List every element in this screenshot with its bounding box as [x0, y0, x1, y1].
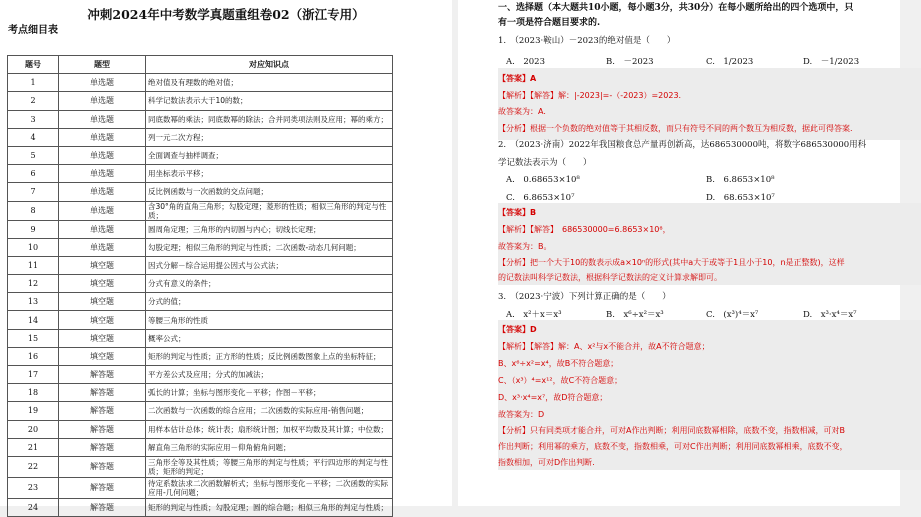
row-number: 10: [8, 238, 59, 256]
row-number: 14: [8, 311, 59, 329]
header-topic: 对应知识点: [146, 56, 393, 74]
q2-note-line1: 【分析】把一个大于10的数表示成a×10ⁿ的形式(其中a大于或等于1且小于10，n是正整数)，这样: [498, 258, 845, 267]
row-type: 填空题: [59, 256, 146, 274]
q3-answer: 【答案】D: [498, 325, 537, 334]
section-heading-line1: 一、选择题（本大题共10小题，每小题3分，共30分）在每小题所给出的四个选项中，只: [498, 3, 854, 13]
row-topic: 分式的值；: [146, 293, 393, 311]
table-body: [8, 74, 393, 517]
q3-note-line1: 【分析】只有同类项才能合并，可对A作出判断；利用同底数幂相除，底数不变，指数相减，可对B: [498, 426, 845, 435]
table-row: [8, 110, 393, 128]
row-topic: 二次函数与一次函数的综合应用；二次函数的实际应用-销售问题；: [146, 402, 393, 420]
q3-note-line2: 作出判断；利用幂的乘方，底数不变，指数相乘，可对C作出判断；利用同底数幂相乘，底数不变，: [498, 442, 848, 451]
q1-analysis: 【解析】【解答】解：|-2023|=-（-2023）=2023.: [498, 91, 682, 100]
row-topic: 矩形的判定与性质；正方形的性质；反比例函数图象上点的坐标特征；: [146, 347, 393, 365]
row-topic: 用样本估计总体；统计表；扇形统计图；加权平均数及其计算；中位数；: [146, 420, 393, 438]
row-number: 17: [8, 366, 59, 384]
q3-line-d: D、x³·x⁴=x⁷，故D符合题意；: [498, 393, 608, 402]
row-type: 单选题: [59, 165, 146, 183]
row-type: 解答题: [59, 477, 146, 498]
q2-stem-line1: 2. （2023·济南）2022年我国粮食总产量再创新高，达686530000吨，将数字686530000用科: [498, 140, 867, 150]
row-topic: 用坐标表示平移；: [146, 165, 393, 183]
row-type: 单选题: [59, 146, 146, 164]
q1-conclusion: 故答案为：A.: [498, 107, 546, 116]
right-document-page: [458, 0, 900, 506]
row-topic: 弧长的计算；坐标与图形变化－平移；作图－平移；: [146, 384, 393, 402]
q1-option-c: C. 1/2023: [706, 57, 754, 67]
row-number: 8: [8, 201, 59, 220]
q1-stem: 1. （2023·鞍山）－2023的绝对值是（ ）: [498, 36, 676, 46]
row-type: 解答题: [59, 366, 146, 384]
row-topic: 概率公式；: [146, 329, 393, 347]
q1-option-d: D. －1/2023: [803, 57, 860, 67]
table-row: [8, 366, 393, 384]
q2-analysis: 【解析】【解答】 686530000=6.8653×10⁸，: [498, 225, 671, 234]
q2-option-b: B. 6.8653×10⁸: [706, 175, 775, 185]
table-row: [8, 402, 393, 420]
row-type: 解答题: [59, 384, 146, 402]
row-number: 6: [8, 165, 59, 183]
table-header-row: [8, 56, 393, 74]
row-topic: 反比例函数与一次函数的交点问题；: [146, 183, 393, 201]
row-type: 单选题: [59, 74, 146, 92]
row-type: 解答题: [59, 438, 146, 456]
table-row: [8, 256, 393, 274]
row-topic: 同底数幂的乘法；同底数幂的除法；合并同类项法则及应用；幂的乘方；: [146, 110, 393, 128]
table-row: [8, 92, 393, 110]
row-number: 16: [8, 347, 59, 365]
row-topic: 待定系数法求二次函数解析式；坐标与图形变化－平移；二次函数的实际应用-几何问题；: [146, 477, 393, 498]
q2-conclusion: 故答案为：B。: [498, 242, 552, 251]
row-topic: 平方差公式及应用；分式的加减法；: [146, 366, 393, 384]
q3-option-c: C. (x³)⁴＝x⁷: [706, 310, 759, 320]
table-row: [8, 384, 393, 402]
q1-option-b: B. －2023: [606, 57, 654, 67]
table-row: [8, 238, 393, 256]
knowledge-point-table: [7, 55, 393, 517]
row-type: 填空题: [59, 329, 146, 347]
row-type: 单选题: [59, 92, 146, 110]
q2-option-a: A. 0.68653×10⁸: [506, 175, 580, 185]
header-number: 题号: [8, 56, 59, 74]
table-row: [8, 201, 393, 220]
row-type: 单选题: [59, 110, 146, 128]
q3-option-d: D. x³·x⁴＝x⁷: [803, 310, 857, 320]
row-topic: 列一元二次方程；: [146, 128, 393, 146]
q1-option-a: A. 2023: [506, 57, 545, 67]
row-number: 7: [8, 183, 59, 201]
row-number: 22: [8, 456, 59, 477]
table-row: [8, 456, 393, 477]
row-number: 18: [8, 384, 59, 402]
row-number: 23: [8, 477, 59, 498]
row-number: 11: [8, 256, 59, 274]
row-type: 单选题: [59, 220, 146, 238]
row-type: 单选题: [59, 128, 146, 146]
row-topic: 因式分解－综合运用提公因式与公式法；: [146, 256, 393, 274]
row-topic: 全面调查与抽样调查；: [146, 146, 393, 164]
q3-option-a: A. x²＋x＝x³: [506, 310, 562, 320]
row-topic: 科学记数法表示大于10的数；: [146, 92, 393, 110]
row-number: 1: [8, 74, 59, 92]
row-number: 4: [8, 128, 59, 146]
section-subtitle: 考点细目表: [8, 25, 58, 36]
q3-line-c: C、（x³）⁴=x¹²，故C不符合题意；: [498, 376, 623, 385]
q3-analysis: 【解析】【解答】解：A、x²与x不能合并，故A不符合题意；: [498, 342, 710, 351]
row-topic: 绝对值及有理数的绝对值；: [146, 74, 393, 92]
table-row: [8, 146, 393, 164]
row-type: 填空题: [59, 293, 146, 311]
row-topic: 三角形全等及其性质；等腰三角形的判定与性质；平行四边形的判定与性质；矩形的判定；: [146, 456, 393, 477]
row-type: 单选题: [59, 238, 146, 256]
q2-stem-line2: 学记数法表示为（ ）: [498, 158, 592, 168]
q2-note-line2: 的记数法叫科学记数法，根据科学记数法的定义计算求解即可。: [498, 273, 722, 282]
row-number: 5: [8, 146, 59, 164]
row-topic: 解直角三角形的实际应用－仰角俯角问题；: [146, 438, 393, 456]
table-row: [8, 420, 393, 438]
row-number: 20: [8, 420, 59, 438]
left-document-page: [0, 0, 452, 513]
row-number: 9: [8, 220, 59, 238]
table-row: [8, 183, 393, 201]
table-row: [8, 498, 393, 516]
q1-answer: 【答案】A: [498, 74, 537, 83]
table-row: [8, 275, 393, 293]
q3-note-line3: 指数相加，可对D作出判断.: [498, 458, 595, 467]
q2-option-c: C. 6.8653×10⁷: [506, 193, 575, 203]
row-type: 解答题: [59, 498, 146, 516]
row-type: 解答题: [59, 402, 146, 420]
table-row: [8, 128, 393, 146]
q3-option-b: B. x⁶÷x²＝x³: [606, 310, 664, 320]
table-row: [8, 220, 393, 238]
table-row: [8, 329, 393, 347]
table-row: [8, 438, 393, 456]
row-number: 19: [8, 402, 59, 420]
table-row: [8, 165, 393, 183]
row-topic: 矩形的判定与性质；勾股定理；圆的综合题；相似三角形的判定与性质；: [146, 498, 393, 516]
q2-option-d: D. 68.653×10⁷: [706, 193, 775, 203]
row-topic: 等腰三角形的性质: [146, 311, 393, 329]
table-row: [8, 477, 393, 498]
q3-conclusion: 故答案为：D: [498, 410, 545, 419]
row-topic: 勾股定理；相似三角形的判定与性质；二次函数-动态几何问题；: [146, 238, 393, 256]
table-row: [8, 74, 393, 92]
row-type: 解答题: [59, 420, 146, 438]
q1-note: 【分析】根据一个负数的绝对值等于其相反数，而只有符号不同的两个数互为相反数，据此可得答案.: [498, 124, 853, 133]
row-topic: 分式有意义的条件；: [146, 275, 393, 293]
row-type: 解答题: [59, 456, 146, 477]
header-type: 题型: [59, 56, 146, 74]
row-number: 13: [8, 293, 59, 311]
row-type: 填空题: [59, 347, 146, 365]
row-type: 单选题: [59, 183, 146, 201]
q3-stem: 3. （2023·宁波）下列计算正确的是（ ）: [498, 292, 671, 302]
page-title: 冲刺2024年中考数学真题重组卷02（浙江专用）: [87, 7, 365, 22]
table-row: [8, 293, 393, 311]
q2-answer: 【答案】B: [498, 208, 537, 217]
row-topic: 含30°角的直角三角形；勾股定理；菱形的性质；相似三角形的判定与性质；: [146, 201, 393, 220]
row-number: 15: [8, 329, 59, 347]
q3-line-b: B、x⁶÷x²=x⁴，故B不符合题意；: [498, 359, 619, 368]
row-number: 24: [8, 498, 59, 516]
table-row: [8, 311, 393, 329]
row-type: 填空题: [59, 275, 146, 293]
row-topic: 圆周角定理；三角形的内切圆与内心；切线长定理；: [146, 220, 393, 238]
row-number: 12: [8, 275, 59, 293]
table-row: [8, 347, 393, 365]
section-heading-line2: 有一项是符合题目要求的.: [498, 18, 601, 28]
row-number: 3: [8, 110, 59, 128]
row-type: 填空题: [59, 311, 146, 329]
row-number: 2: [8, 92, 59, 110]
row-number: 21: [8, 438, 59, 456]
row-type: 单选题: [59, 201, 146, 220]
